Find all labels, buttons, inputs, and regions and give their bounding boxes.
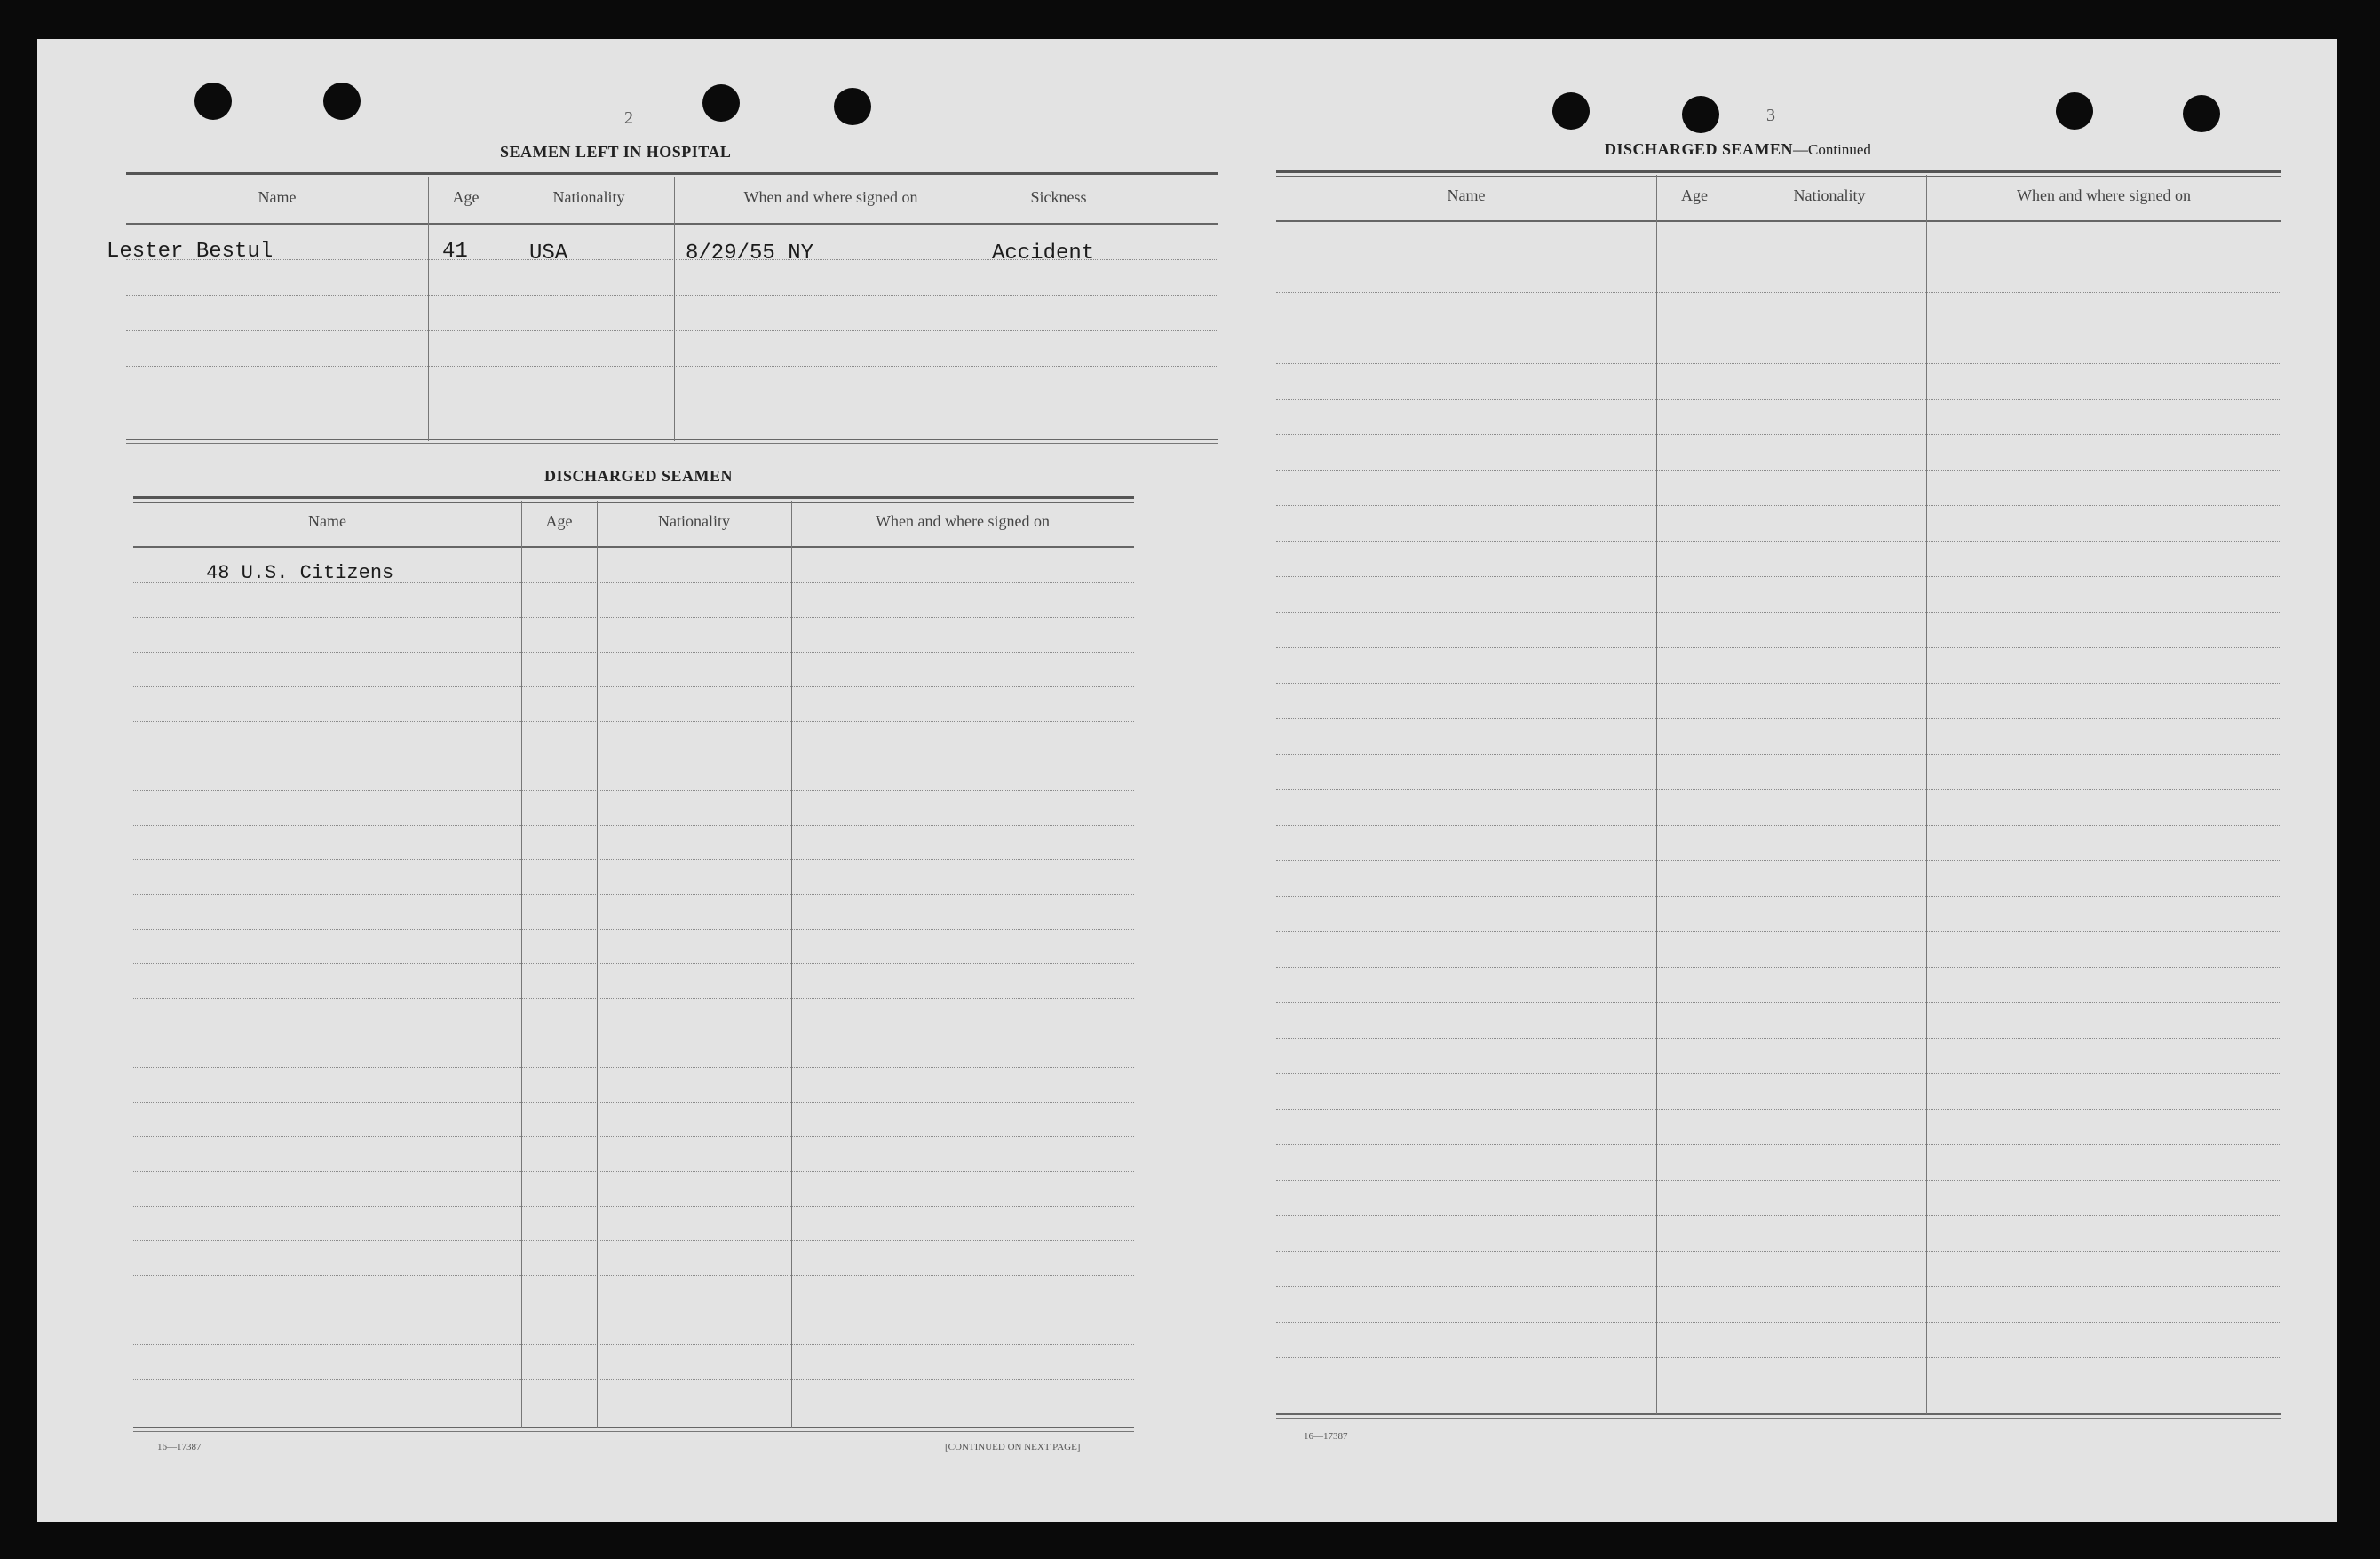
punch-hole (323, 83, 361, 120)
punch-hole (702, 84, 740, 122)
punch-hole (1552, 92, 1590, 130)
left-footer-form-number: 16—17387 (157, 1442, 202, 1452)
col-header-age: Age (1681, 186, 1708, 204)
punch-hole (1682, 96, 1719, 133)
col-header-name: Name (258, 188, 297, 206)
col-header-nationality: Nationality (658, 512, 730, 530)
hospital-section-title: SEAMEN LEFT IN HOSPITAL (500, 143, 732, 161)
col-header-signed-on: When and where signed on (743, 188, 918, 206)
col-header-age: Age (545, 512, 573, 530)
discharged-row-name: 48 U.S. Citizens (206, 562, 394, 584)
discharged-section-title: DISCHARGED SEAMEN (544, 467, 734, 485)
right-page-number: 3 (1766, 106, 1775, 125)
col-header-name: Name (308, 512, 346, 530)
hospital-table (107, 172, 1218, 449)
hospital-row-signed-on: 8/29/55 NY (686, 241, 814, 265)
col-header-nationality: Nationality (1793, 186, 1866, 204)
punch-hole (2056, 92, 2093, 130)
left-page-number: 2 (624, 108, 633, 128)
discharged-continued-title (1605, 140, 1871, 159)
col-header-signed-on: When and where signed on (2017, 186, 2191, 204)
continued-label: —Continued (1793, 141, 1871, 158)
col-header-name: Name (1447, 186, 1486, 204)
discharged-continued-table (1276, 170, 2281, 1427)
col-header-sickness: Sickness (1030, 188, 1087, 206)
punch-hole (834, 88, 871, 125)
hospital-row-sickness: Accident (992, 241, 1095, 265)
col-header-nationality: Nationality (552, 188, 625, 206)
col-header-age: Age (452, 188, 480, 206)
hospital-row-age: 41 (442, 240, 468, 264)
discharged-continued-title-main: DISCHARGED SEAMEN (1605, 140, 1794, 158)
col-header-signed-on: When and where signed on (876, 512, 1050, 530)
hospital-row-name: Lester Bestul (107, 240, 274, 264)
document-sheet (37, 39, 2337, 1522)
right-footer-form-number: 16—17387 (1304, 1431, 1348, 1442)
punch-hole (194, 83, 232, 120)
punch-hole (2183, 95, 2220, 132)
discharged-table (133, 496, 1134, 1442)
continued-note: [CONTINUED ON NEXT PAGE] (945, 1442, 1081, 1452)
hospital-row-nationality: USA (529, 241, 568, 265)
